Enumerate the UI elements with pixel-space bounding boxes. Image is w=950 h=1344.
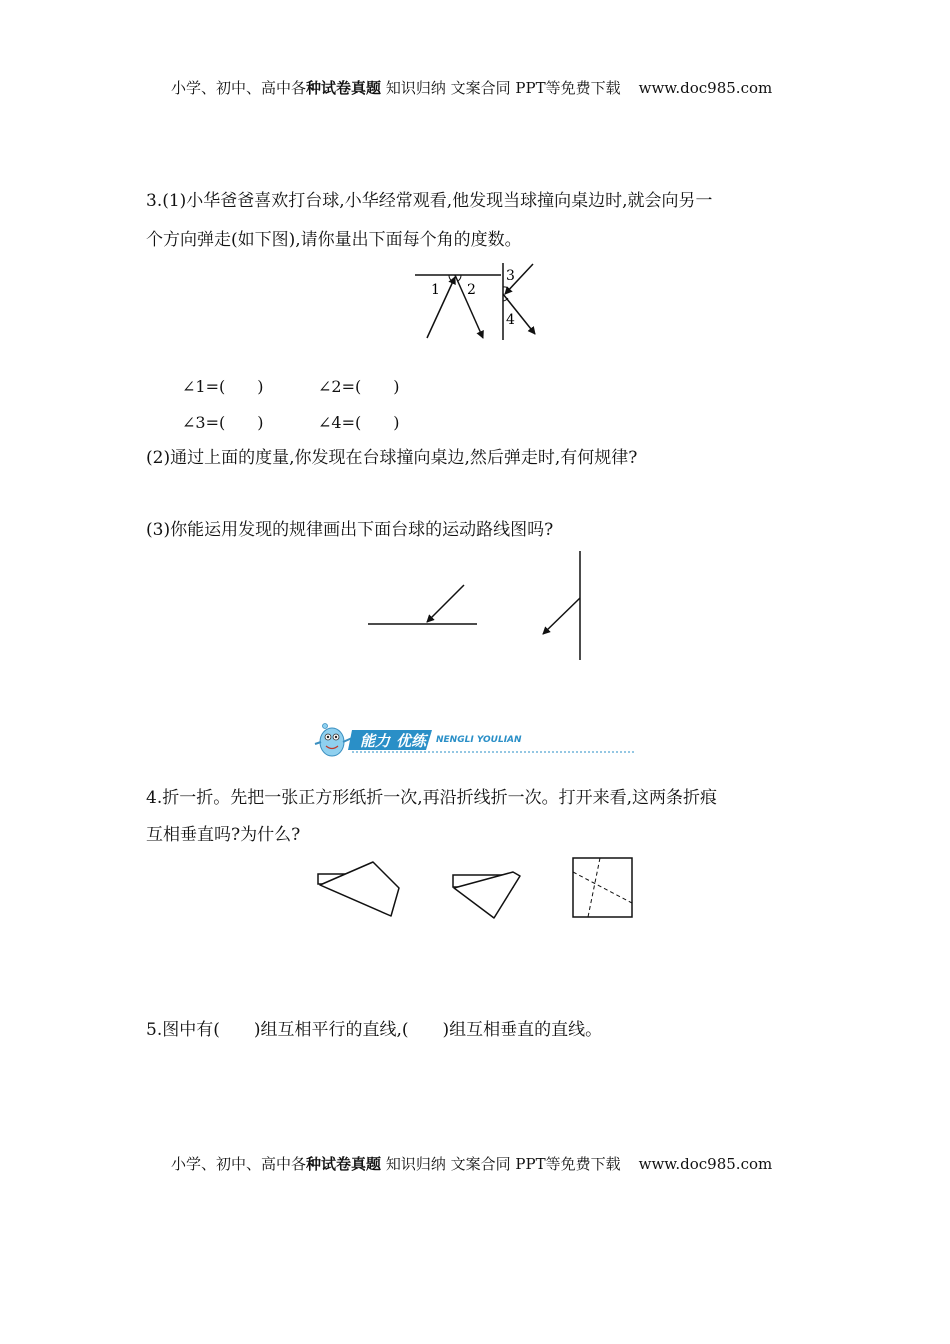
page-footer: [171, 1153, 772, 1174]
q3-part3-figure-left: [365, 580, 480, 630]
banner-title-2: 优练: [396, 732, 427, 750]
angle-3-label: 3: [506, 268, 515, 284]
q3-line1: 3.(1)小华爸爸喜欢打台球,小华经常观看,他发现当球撞向桌边时,就会向另一: [146, 191, 713, 211]
q3-part3-figure-right: [535, 548, 590, 663]
angle-1-answer[interactable]: ∠1=( ): [182, 377, 264, 396]
angle-2-answer[interactable]: ∠2=( ): [318, 377, 400, 396]
angle-4-answer[interactable]: ∠4=( ): [318, 413, 400, 432]
q4-line2: 互相垂直吗?为什么?: [146, 825, 301, 845]
footer-seg5: 文案合同: [450, 1155, 511, 1173]
angle-1-label: 1: [431, 282, 440, 298]
q3-part2: (2)通过上面的度量,你发现在台球撞向桌边,然后弹走时,有何规律?: [146, 448, 638, 468]
footer-url[interactable]: www.doc985.com: [638, 1155, 773, 1173]
page-header: [171, 77, 772, 98]
header-seg6: PPT等免费下载: [515, 79, 621, 97]
q4-unfolded-square: [570, 855, 635, 920]
footer-seg3: 真题: [351, 1155, 382, 1173]
q3-part3: (3)你能运用发现的规律画出下面台球的运动路线图吗?: [146, 520, 554, 540]
q3-reflection-figure: [405, 258, 550, 350]
angle-3-answer[interactable]: ∠3=( ): [182, 413, 264, 432]
q5-text: 5.图中有( )组互相平行的直线,( )组互相垂直的直线。: [146, 1020, 603, 1040]
banner-subtitle: NENGLI YOULIAN: [436, 735, 522, 745]
section-banner: [312, 722, 637, 762]
footer-seg6: PPT等免费下载: [515, 1155, 621, 1173]
header-url[interactable]: www.doc985.com: [638, 79, 773, 97]
angle-4-label: 4: [506, 312, 515, 328]
banner-title: 能力: [360, 732, 391, 750]
header-seg1: 小学、初中、高中各: [171, 79, 307, 97]
footer-seg2: 种试卷: [306, 1155, 352, 1173]
q4-fold-step-2: [450, 868, 525, 923]
q3-line2: 个方向弹走(如下图),请你量出下面每个角的度数。: [146, 230, 522, 250]
header-seg4: 知识归纳: [385, 79, 446, 97]
header-seg3: 真题: [351, 79, 382, 97]
header-seg2: 种试卷: [306, 79, 352, 97]
q4-line1: 4.折一折。先把一张正方形纸折一次,再沿折线折一次。打开来看,这两条折痕: [146, 788, 718, 808]
footer-seg4: 知识归纳: [385, 1155, 446, 1173]
footer-seg1: 小学、初中、高中各: [171, 1155, 307, 1173]
angle-2-label: 2: [467, 282, 476, 298]
header-seg5: 文案合同: [450, 79, 511, 97]
q4-fold-step-1: [315, 858, 400, 920]
